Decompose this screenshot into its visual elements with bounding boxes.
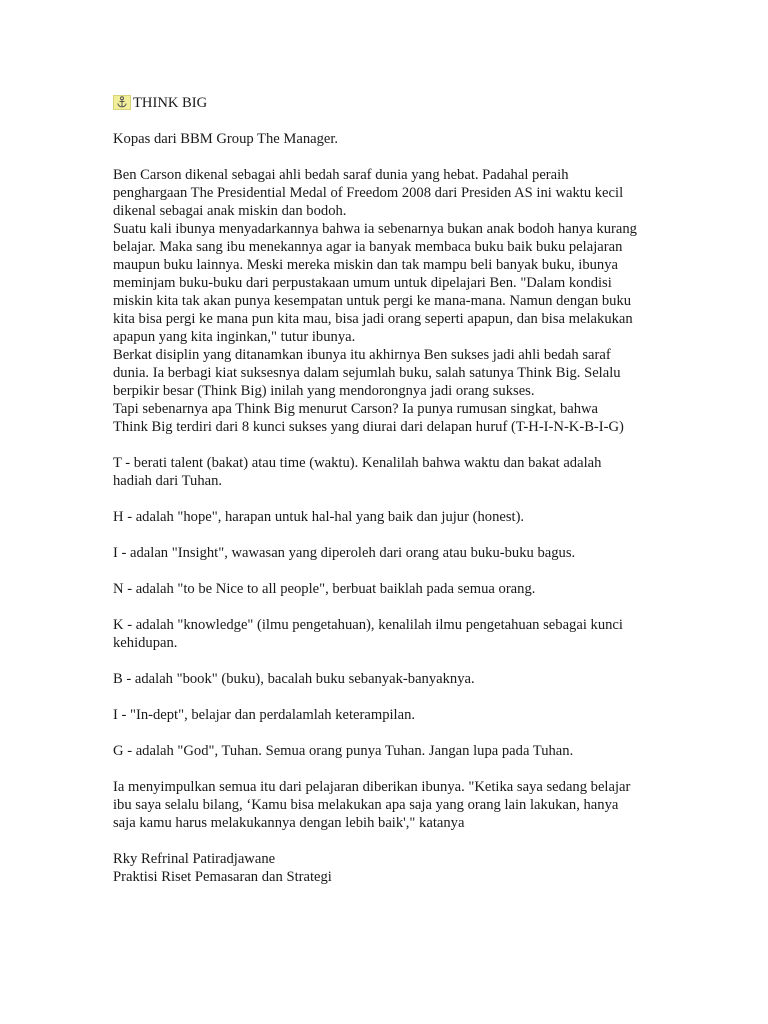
- spacer: [113, 148, 673, 166]
- document-title: THINK BIG: [133, 95, 208, 111]
- intro-paragraph: [113, 166, 673, 436]
- intro-text-line: belajar. Maka sang ibu menekannya agar ia banyak membaca buku baik buku pelajaran: [113, 239, 623, 255]
- intro-text-line: Suatu kali ibunya menyadarkannya bahwa ia sebenarnya bukan anak bodoh hanya kurang: [113, 221, 637, 237]
- spacer: [113, 112, 673, 130]
- intro-text-line: dikenal sebagai anak miskin dan bodoh.: [113, 203, 347, 219]
- key-item: [113, 670, 673, 688]
- spacer: [113, 760, 673, 778]
- document-title-row: [113, 94, 673, 112]
- intro-text-line: Berkat disiplin yang ditanamkan ibunya itu akhirnya Ben sukses jadi ahli bedah saraf: [113, 347, 611, 363]
- source-line: Kopas dari BBM Group The Manager.: [113, 131, 339, 147]
- spacer: [113, 652, 673, 670]
- intro-text-line: Tapi sebenarnya apa Think Big menurut Carson? Ia punya rumusan singkat, bahwa: [113, 401, 599, 417]
- intro-text-line: Think Big terdiri dari 8 kunci sukses yang diurai dari delapan huruf (T-H-I-N-K-B-I-G): [113, 419, 624, 435]
- key-item: [113, 508, 673, 526]
- intro-text-line: berpikir besar (Think Big) inilah yang mendorongnya jadi orang sukses.: [113, 383, 535, 399]
- conclusion-text-line: saja kamu harus melakukannya dengan lebih baik'," katanya: [113, 815, 465, 831]
- spacer: [113, 526, 673, 544]
- spacer: [113, 598, 673, 616]
- conclusion-text-line: Ia menyimpulkan semua itu dari pelajaran diberikan ibunya. "Ketika saya sedang belajar: [113, 779, 631, 795]
- intro-text-line: maupun buku lainnya. Meski mereka miskin dan tak mampu beli banyak buku, ibunya: [113, 257, 619, 273]
- key-item-text-line: I - "In-dept", belajar dan perdalamlah keterampilan.: [113, 707, 416, 723]
- key-item-text-line: I - adalan "Insight", wawasan yang diperoleh dari orang atau buku-buku bagus.: [113, 545, 576, 561]
- key-item: [113, 454, 673, 490]
- think-big-keys-list: [113, 454, 673, 778]
- key-item-text-line: K - adalah "knowledge" (ilmu pengetahuan), kenalilah ilmu pengetahuan sebagai kunci: [113, 617, 623, 633]
- key-item-text-line: kehidupan.: [113, 635, 178, 651]
- spacer: [113, 724, 673, 742]
- intro-text-line: kita bisa pergi ke mana pun kita mau, bisa jadi orang seperti apapun, dan bisa melakukan: [113, 311, 633, 327]
- key-item-text-line: N - adalah "to be Nice to all people", berbuat baiklah pada semua orang.: [113, 581, 536, 597]
- spacer: [113, 490, 673, 508]
- key-item: [113, 544, 673, 562]
- author-name: Rky Refrinal Patiradjawane: [113, 851, 276, 867]
- anchor-icon[interactable]: [113, 95, 131, 110]
- key-item-text-line: hadiah dari Tuhan.: [113, 473, 223, 489]
- document-page: [113, 94, 673, 886]
- spacer: [113, 436, 673, 454]
- intro-text-line: dunia. Ia berbagi kiat suksesnya dalam sejumlah buku, salah satunya Think Big. Selalu: [113, 365, 621, 381]
- key-item: [113, 580, 673, 598]
- key-item: [113, 706, 673, 724]
- key-item-text-line: T - berati talent (bakat) atau time (waktu). Kenalilah bahwa waktu dan bakat adalah: [113, 455, 602, 471]
- key-item-text-line: G - adalah "God", Tuhan. Semua orang punya Tuhan. Jangan lupa pada Tuhan.: [113, 743, 574, 759]
- key-item: [113, 616, 673, 652]
- intro-text-line: miskin kita tak akan punya kesempatan untuk pergi ke mana-mana. Namun dengan buku: [113, 293, 632, 309]
- spacer: [113, 832, 673, 850]
- conclusion-text-line: ibu saya selalu bilang, ‘Kamu bisa melakukan apa saja yang orang lain lakukan, hanya: [113, 797, 619, 813]
- author-role: Praktisi Riset Pemasaran dan Strategi: [113, 869, 332, 885]
- intro-text-line: meminjam buku-buku dari perpustakaan umum untuk dipelajari Ben. "Dalam kondisi: [113, 275, 612, 291]
- spacer: [113, 688, 673, 706]
- intro-text-line: penghargaan The Presidential Medal of Freedom 2008 dari Presiden AS ini waktu kecil: [113, 185, 624, 201]
- spacer: [113, 562, 673, 580]
- key-item-text-line: H - adalah "hope", harapan untuk hal-hal yang baik dan jujur (honest).: [113, 509, 525, 525]
- intro-text-line: Ben Carson dikenal sebagai ahli bedah saraf dunia yang hebat. Padahal peraih: [113, 167, 569, 183]
- key-item-text-line: B - adalah "book" (buku), bacalah buku sebanyak-banyaknya.: [113, 671, 475, 687]
- intro-text-line: apapun yang kita inginkan," tutur ibunya.: [113, 329, 356, 345]
- conclusion-paragraph: [113, 778, 673, 832]
- key-item: [113, 742, 673, 760]
